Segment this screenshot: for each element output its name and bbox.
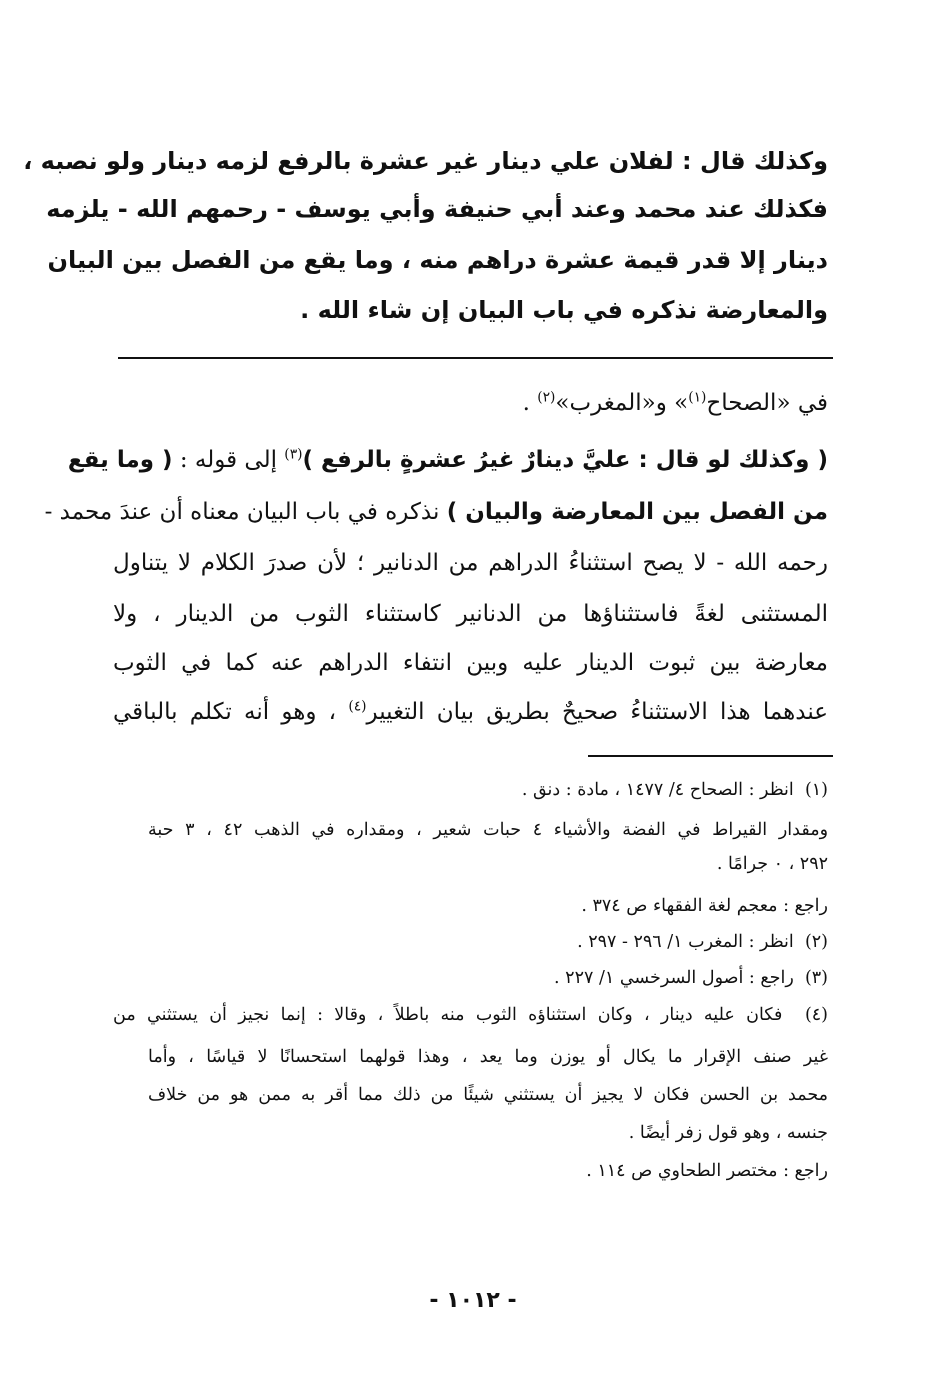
footnote-1-line — [113, 773, 828, 807]
footnote-text: انظر : الصحاح ٤/ ١٤٧٧ ، مادة : دنق . — [521, 780, 794, 800]
main-text-line: وكذلك قال : لفلان علي دينار غير عشرة بالرفع لزمه دينار ولو نصبه ، — [23, 147, 828, 175]
footnote-ref: (٣) — [284, 446, 303, 463]
footnote-text: فكان عليه دينار ، وكان استثناؤه الثوب منه باطلاً ، وقالا : إنما نجيز أن يستثني من — [113, 1005, 783, 1025]
main-text-line: فكذلك عند محمد وعند أبي حنيفة وأبي يوسف - رحمهم الله - يلزمه — [46, 195, 828, 223]
footnote-1-line: ٢٩٢ ، ٠ جرامًا . — [716, 854, 828, 874]
footnote-3-line — [113, 961, 828, 995]
footnote-text: انظر : المغرب ١/ ٢٩٦ - ٢٩٧ . — [577, 932, 794, 952]
quoted-main-text: ( وكذلك لو قال : عليَّ دينارٌ غيرُ عشرةٍ بالرفع ) — [302, 447, 828, 473]
footnote-4-line: راجع : مختصر الطحاوي ص ١١٤ . — [586, 1161, 828, 1181]
commentary-text: في «الصحاح — [706, 390, 828, 416]
footnote-divider — [588, 755, 833, 757]
footnote-4-line — [113, 998, 828, 1032]
main-text-line: والمعارضة نذكره في باب البيان إن شاء الله . — [300, 296, 828, 324]
footnote-1-line: راجع : معجم لغة الفقهاء ص ٣٧٤ . — [581, 896, 828, 916]
commentary-text: نذكره في باب البيان معناه أن عندَ محمد - — [44, 499, 447, 525]
commentary-line — [113, 380, 828, 426]
quoted-main-text: ( وما يقع — [67, 447, 173, 473]
footnote-number: (١) — [804, 780, 828, 800]
page-number: - ١٠١٢ - — [429, 1288, 517, 1313]
commentary-line — [67, 437, 828, 483]
commentary-line: المستثنى لغةً فاستثناؤها من الدنانير كاستثناء الثوب من الدينار ، ولا — [113, 601, 828, 627]
footnote-ref: (٤) — [348, 698, 367, 715]
footnote-4-line: جنسه ، وهو قول زفر أيضًا . — [628, 1123, 828, 1143]
footnote-ref: (١) — [688, 389, 707, 406]
commentary-line: رحمه الله - لا يصح استثناءُ الدراهم من الدنانير ؛ لأن صدرَ الكلام لا يتناول — [113, 550, 828, 576]
main-text-line: دينار إلا قدر قيمة عشرة دراهم منه ، وما يقع من الفصل بين البيان — [47, 246, 828, 274]
footnote-1-line: ومقدار القيراط في الفضة والأشياء ٤ حبات شعير ، ومقداره في الذهب ٤٢ ، ٣ حبة — [148, 820, 829, 840]
footnote-2-line — [113, 925, 828, 959]
commentary-text: ، وهو أنه تكلم بالباقي — [113, 699, 349, 725]
footnote-4-line: محمد بن الحسن فكان لا يجيز أن يستثني شيئًا من ذلك مما أقر به ممن هو من خلاف — [148, 1085, 828, 1105]
footnote-4-line: غير صنف الإقرار ما يكال أو يوزن وما يعد ، وهذا قولهما استحسانًا لا قياسًا ، وأما — [148, 1047, 828, 1067]
footnote-text: راجع : أصول السرخسي ١/ ٢٢٧ . — [554, 968, 794, 988]
commentary-line — [44, 489, 828, 535]
commentary-text: . — [522, 390, 538, 416]
footnote-ref: (٢) — [537, 389, 556, 406]
commentary-text: » و«المغرب» — [555, 390, 689, 416]
footnote-number: (٤) — [804, 1005, 828, 1025]
commentary-text: عندهما هذا الاستثناءُ صحيحٌ بطريق بيان التغيير — [366, 699, 828, 725]
main-text-divider — [118, 357, 833, 359]
commentary-line: معارضة بين ثبوت الدينار عليه وبين انتفاء الدراهم عنه كما في الثوب — [113, 650, 828, 676]
commentary-line — [113, 689, 828, 735]
footnote-number: (٣) — [804, 968, 828, 988]
quoted-main-text: من الفصل بين المعارضة والبيان ) — [446, 499, 828, 525]
footnote-number: (٢) — [804, 932, 828, 952]
commentary-text: إلى قوله : — [172, 447, 285, 473]
